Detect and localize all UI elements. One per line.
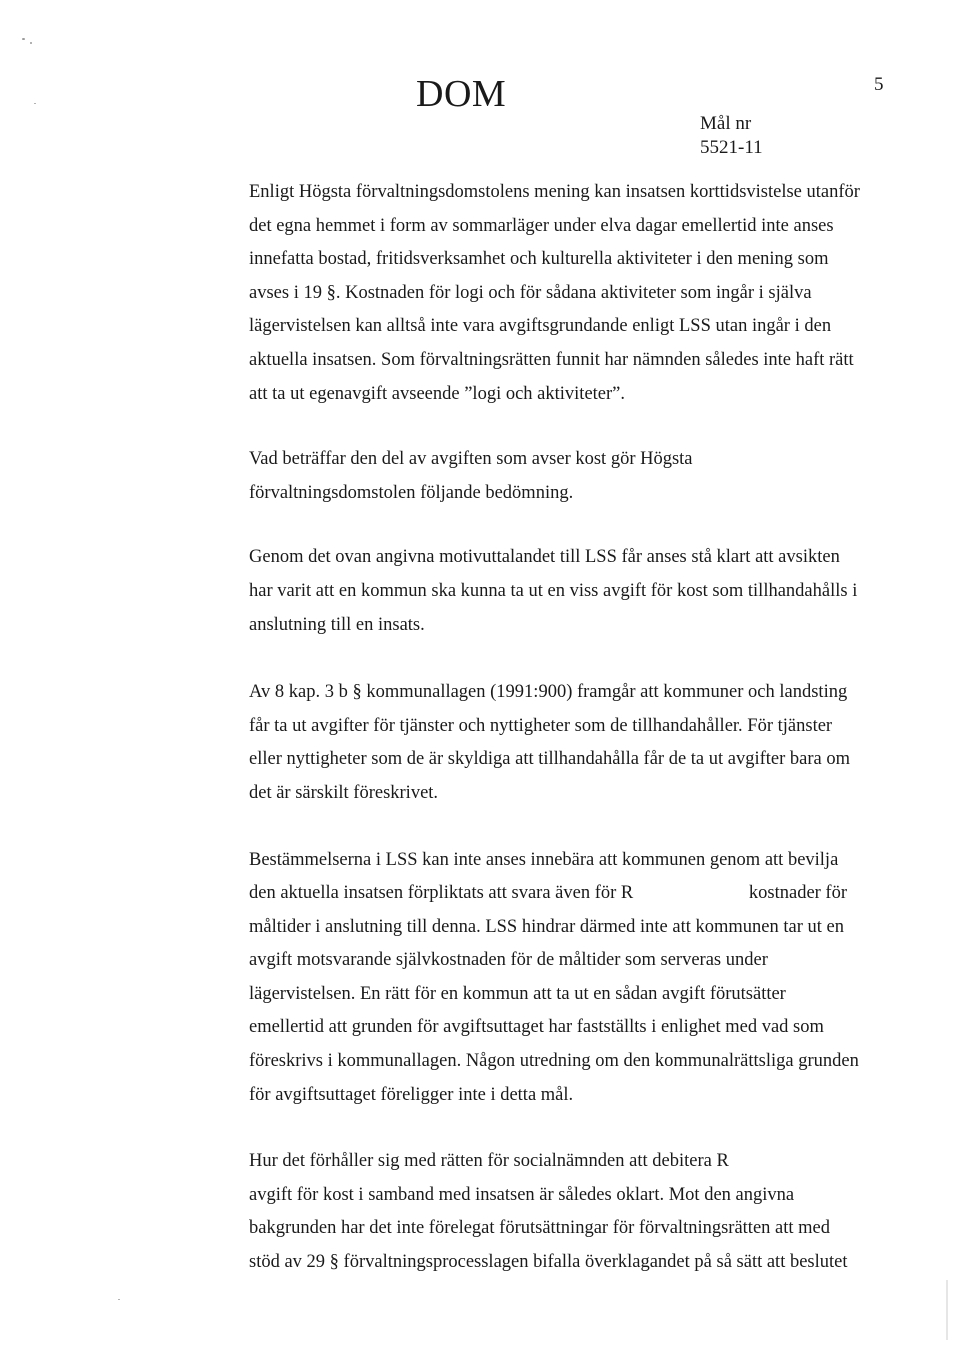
paragraph [249,176,889,411]
case-number-box [700,112,763,160]
scan-edge-mark [946,1280,948,1340]
text-line: Av 8 kap. 3 b § kommunallagen (1991:900) framgår att kommuner och landsting [249,682,848,703]
text-line: måltider i anslutning till denna. LSS hindrar därmed inte att kommunen tar ut en [249,916,844,937]
text-line: eller nyttigheter som de är skyldiga att tillhandahålla får de ta ut avgifter bara om [249,749,851,770]
case-number-label: Mål nr [700,113,752,134]
case-number-value: 5521-11 [700,137,763,158]
text-line: lägervistelsen. En rätt för en kommun att ta ut en sådan avgift förutsätter [249,983,786,1004]
scan-speck [118,1299,120,1300]
text-line: får ta ut avgifter för tjänster och nyttigheter som de tillhandahåller. För tjänster [249,715,833,736]
paragraph-gap [249,1112,889,1145]
document-body [249,176,889,1280]
text-line: förvaltningsdomstolen följande bedömning. [249,482,574,503]
text-line: aktuella insatsen. Som förvaltningsrätten funnit har nämnden således inte haft rätt [249,349,854,370]
text-line: för avgiftsuttaget föreligger inte i detta mål. [249,1084,574,1105]
text-line: Genom det ovan angivna motivuttalandet till LSS får anses stå klart att avsikten [249,547,840,568]
text-line: Vad beträffar den del av avgiften som avser kost gör Högsta [249,449,693,470]
page-number: 5 [874,74,884,95]
document-title: DOM [416,73,507,115]
text-line: att ta ut egenavgift avseende ”logi och aktiviteter”. [249,383,626,404]
text-line: bakgrunden har det inte förelegat förutsättningar för förvaltningsrätten att med [249,1218,830,1239]
text-line: lägervistelsen kan alltså inte vara avgiftsgrundande enligt LSS utan ingår i den [249,316,832,337]
scan-speck [34,103,36,104]
paragraph [249,844,889,1113]
paragraph-gap [249,642,889,676]
text-line: Bestämmelserna i LSS kan inte anses innebära att kommunen genom att bevilja [249,849,839,870]
paragraph [249,676,889,810]
paragraph [249,541,889,642]
text-line: det egna hemmet i form av sommarläger under elva dagar emellertid inte anses [249,215,834,236]
text-line: avgift för kost i samband med insatsen är således oklart. Mot den angivna [249,1184,795,1205]
text-line: avses i 19 §. Kostnaden för logi och för sådana aktiviteter som ingår i själva [249,282,812,303]
paragraph [249,1145,889,1279]
text-line: Hur det förhåller sig med rätten för socialnämnden att debitera R [249,1151,729,1172]
paragraph-gap [249,510,889,541]
text-line: föreskrivs i kommunallagen. Någon utredning om den kommunalrättsliga grunden [249,1051,859,1072]
paragraph-gap [249,811,889,844]
text-line: emellertid att grunden för avgiftsuttaget har fastställts i enlighet med vad som [249,1017,824,1038]
text-line: har varit att en kommun ska kunna ta ut en viss avgift för kost som tillhandahålls i [249,580,858,601]
text-line: avgift motsvarande självkostnaden för de måltider som serveras under [249,950,768,971]
paragraph [249,443,889,510]
paragraph-gap [249,411,889,443]
text-line: den aktuella insatsen förpliktats att svara även för R kostnader för [249,883,848,904]
scan-speck [30,42,32,44]
text-line: anslutning till en insats. [249,614,425,635]
text-line: stöd av 29 § förvaltningsprocesslagen bifalla överklagandet på så sätt att beslutet [249,1252,848,1273]
text-line: det är särskilt föreskrivet. [249,782,439,803]
scan-speck [22,38,25,40]
text-line: Enligt Högsta förvaltningsdomstolens mening kan insatsen korttidsvistelse utanför [249,182,860,202]
text-line: innefatta bostad, fritidsverksamhet och kulturella aktiviteter i den mening som [249,249,829,270]
